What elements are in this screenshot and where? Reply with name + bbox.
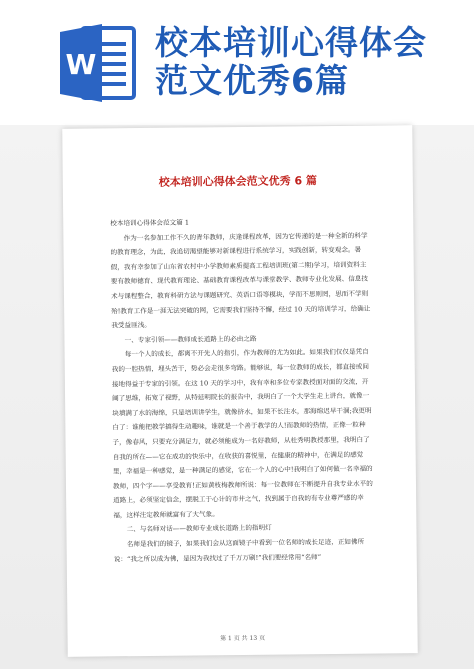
page-footer: 第 1 页 共 13 页	[220, 634, 266, 643]
paragraph: 作为一名参加工作不久的青年教师，庆逢课程改革，因为它传递的是一种全新的科学的教育理念，为此，我追切渴望能够对新课程进行系统学习，实践创新，转变观念。暑假，我有幸参加了山东省农村中小学教师素质提高工程培训班(第二期)学习，培训资料主要有教师德育、现代教育理论、基础教育课程改革与课堂教学、教师专业化发展、信息技术与课程整合，教育科研方法与课题研究、英语口语等模块，学而不思则罔，思而不学则殆!教育工作是一涯无法突破的网，它需要我们坚持不懈，经过 10 天的培训学习，给确让我受益匪浅。	[110, 231, 371, 330]
paragraph: 校本培训心得体会范文篇 1	[110, 218, 190, 228]
paragraph: 每一个人的成长，都离不开先人的指引，作为教师的尤为如此。如果我们仅仅是凭自我的一腔热情，埋头苦干，势必会走很多弯路。能够说，每一位教师的成长，都直接或间接地得益于专家的引领。在这 10 天的学习中，我有幸和多位专家教授面对面的交流，开阔了思维，拓宽了视野，从特延明院长的报告中，我明白了一个大学生走上讲台，就像一块填满了水的海绵，只是培训讲学生，就像挤水，如果不长注水，那海绵迟早干涸;我更明白了：谁能把教学搞得生动趣味，谁就是一个善于教学的人!而教师的热情，正像一粒种子，像春风，只要充分满足力，就必须能成为一名好教师，从杜秀明教授那里，我明白了自我的所在——它在成功的快乐中，在收获的喜悦里，在健康的精神中，在满足的感觉里，幸福是一种感觉，是一种满足的感觉，它在一个人的心中!我明白了如何做一名幸福的教师，四个字——享受教育!正如黄枝梅教师所说：每一位教师在不断提升自我专业水平的道路上，必须坚定信念，摆脱工于心计的市井之气，找到属于自我的有专业尊严感的幸福，这样注定教师就富有了大气象。	[111, 347, 373, 520]
document-title: 校本培训心得体会范文优秀 6 篇	[158, 174, 318, 189]
document-page	[62, 125, 418, 657]
title-line-1: 校本培训心得体会	[155, 23, 427, 62]
section-heading: 一、专家引领——教师成长道路上的必由之路	[124, 334, 257, 344]
page-title	[155, 24, 465, 100]
section-heading: 二、与名师对话——教师专业成长道路上的指明灯	[126, 524, 272, 534]
paragraph: 名师是我们的镜子，如果我们会从这面镜子中看到一位名师的成长足迹，正如佛所说：“我之所以成为佛，是因为我找过了千万万刷!”我们要经常用“名师”	[113, 537, 365, 563]
word-icon	[58, 22, 138, 104]
title-line-2: 范文优秀6篇	[155, 61, 349, 100]
document-body	[110, 214, 376, 567]
svg-text:W: W	[65, 48, 97, 81]
page-header	[0, 0, 474, 125]
